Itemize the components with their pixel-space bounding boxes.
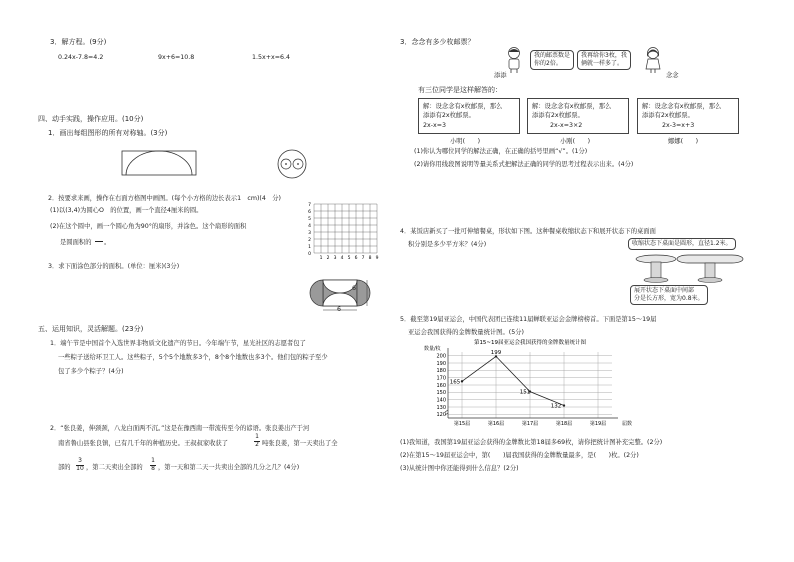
grid-x-label: 1 <box>319 256 323 261</box>
chart-y-tick: 120 <box>436 412 446 419</box>
r-q4-line2: 积分别是多少平方米？(4分) <box>408 241 487 248</box>
semicircle-rectangle-figure <box>120 148 200 178</box>
chart-x-tick: 第18届 <box>555 421 573 427</box>
speech-bubble-2: 我再给你3枚，我 俩就一样多了。 <box>577 50 631 70</box>
sec5-q2-line1: 2．“张良姜，伸颈颈，八龙白面两不沉。”这是在豫西南一带流传至今的谚语。张良姜出产于河 <box>50 425 310 432</box>
sec5-q1-line1: 1．端午节是中国首个入选世界非物质文化遗产的节日。今年端午节，星光社区的志愿者包了 <box>50 340 306 347</box>
choice-xiaogang[interactable]: 小刚( ) <box>560 138 591 145</box>
chart-x-tick: 第19届 <box>589 421 607 427</box>
note-collapsed: 收缩状态下桌面是圆形，直径1.2米。 <box>628 238 736 250</box>
grid-x-label: 4 <box>340 256 344 261</box>
choice-xiaoming[interactable]: 小明( ) <box>450 138 481 145</box>
chart-x-tick: 第15届 <box>453 421 471 427</box>
sec5-q2-line3-c: ，第一天和第二天一共卖出全部的几分之几？(4分) <box>158 464 300 471</box>
r-q3-intro: 有三位同学是这样解答的： <box>418 86 502 94</box>
answer-box-2: 解：设念念有x枚邮票，那么 添添有2x枚邮票。 2x-x=3×2 <box>527 98 629 134</box>
chart-data-label: 199 <box>490 349 502 356</box>
sec5-q2-line3-b: ，第二天卖出全部的 <box>86 464 143 471</box>
sec5-q1-line2: 一些粽子送给环卫工人。这些粽子，5个5个地数多3个，8个8个地数也多3个。他们包的粽子至少 <box>58 354 328 361</box>
sec4-q3: 3．求下面涂色部分的面积。(单位：厘米)(3分) <box>48 263 180 270</box>
fraction-half: 1 2 <box>255 433 259 448</box>
gold-medal-line-chart <box>420 338 640 428</box>
chart-data-label: 165 <box>449 379 461 386</box>
section-4-title: 四、动手实践，操作应用。(10分) <box>38 115 144 123</box>
grid-y-label: 3 <box>308 231 311 236</box>
chart-series-line <box>462 356 564 405</box>
r-q4-line1: 4．某饭店新买了一批可伸缩餐桌，形状如下图。这种餐桌收缩状态下和展开状态下的桌面面 <box>400 228 656 235</box>
equation-1: 0.24x-7.8=4.2 <box>58 54 104 61</box>
r-q3-title: 3．念念有多少枚邮票？ <box>400 38 475 46</box>
chart-data-label: 151 <box>519 389 531 396</box>
dim-right-6: 6 <box>352 285 357 292</box>
extended-table-figure <box>676 254 744 284</box>
grid-y-label: 6 <box>308 210 311 215</box>
chart-point <box>461 380 463 382</box>
answer-box-1: 解：设念念有x枚邮票，那么 添添有2x枚邮票。 2x-x=3 <box>418 98 520 134</box>
equation-2: 9x+6=10.8 <box>158 54 195 61</box>
chart-title: 第15~19届亚运会我国获得的金牌数量统计图 <box>473 340 587 346</box>
r-q5-line1: 5．截至第19届亚运会，中国代表团已连续11届蝉联亚运会金牌榜榜首。下面是第15～19届 <box>400 316 657 323</box>
grid-x-label: 2 <box>326 256 330 261</box>
r-q5-line2: 亚运会我国获得的金牌数量统计图。(5分) <box>408 329 524 336</box>
sec4-q2-line4-end: 。 <box>104 239 111 246</box>
q3-title: 3．解方程。(9分) <box>50 38 107 46</box>
r-q5-sub2: (2)在第15～19届亚运会中，第( )届我国获得的金牌数量最多，是( )枚。(2分) <box>400 452 639 459</box>
chart-x-tick: 第17届 <box>521 421 539 427</box>
grid-y-label: 2 <box>308 238 311 243</box>
grid-x-label: 6 <box>354 256 358 261</box>
chart-y-tick: 150 <box>436 390 446 397</box>
chart-y-tick: 140 <box>436 397 446 404</box>
chart-y-tick: 170 <box>436 375 446 382</box>
girl-name: 念念 <box>666 72 679 79</box>
chart-x-tick: 第16届 <box>487 421 505 427</box>
note-expanded: 展开状态下桌面中间部 分是长方形，宽为0.8米。 <box>630 285 708 305</box>
sec4-q2-line4: 是圆面积的 <box>60 239 92 246</box>
grid-y-label: 1 <box>308 245 311 250</box>
r-q3-sub2: (2)请你用线段图说明等量关系式把解法正确的同学的思考过程表示出来。(4分) <box>414 161 634 168</box>
grid-x-label: 8 <box>368 256 372 261</box>
chart-data-label: 132 <box>550 403 562 410</box>
section-5-title: 五、运用知识，灵活解题。(23分) <box>38 325 144 333</box>
grid-y-label: 7 <box>308 203 311 208</box>
chart-y-tick: 190 <box>436 360 446 367</box>
sec5-q2-line2: 南省鲁山县张良镇，已有几千年的种植历史。王叔叔家收获了 <box>58 440 229 447</box>
r-q5-sub1: (1)我知道，我国第19届亚运会获得的金牌数比第18届多69枚，请你把统计图补充完整。(2分) <box>400 439 663 446</box>
coordinate-grid[interactable] <box>306 193 379 263</box>
round-table-figure <box>632 254 680 284</box>
equation-3: 1.5x+x=6.4 <box>252 54 291 61</box>
sec5-q2-line2-end: 吨张良姜，第一天卖出了全 <box>262 440 338 447</box>
boy-name: 添添 <box>494 72 507 79</box>
fraction-three-tenths: 3 10 <box>76 457 84 472</box>
choice-nana[interactable]: 娜娜( ) <box>668 138 699 145</box>
grid-y-label: 0 <box>308 252 311 257</box>
blank-fraction[interactable] <box>95 235 103 248</box>
sec4-q2-line3: (2)在这个圆中，画一个圆心角为90°的扇形，并涂色。这个扇形的面积 <box>50 223 247 230</box>
chart-y-tick: 130 <box>436 404 446 411</box>
grid-x-label: 7 <box>361 256 365 261</box>
boy-figure <box>504 46 524 74</box>
sec4-q1: 1．画出每组图形的所有对称轴。(3分) <box>48 129 168 137</box>
grid-x-label: 5 <box>347 256 351 261</box>
chart-y-tick: 160 <box>436 382 446 389</box>
grid-x-label: 9 <box>375 256 379 261</box>
sec5-q1-line3: 包了多少个粽子？(4分) <box>58 368 124 375</box>
chart-ylabel: 数量/枚 <box>424 346 441 352</box>
chart-y-tick: 200 <box>436 353 446 360</box>
grid-x-label: 3 <box>333 256 337 261</box>
speech-bubble-1: 我的邮票数是 你的2倍。 <box>530 50 574 70</box>
grid-y-label: 4 <box>308 224 311 229</box>
r-q3-sub1: (1)你认为哪位同学的解法正确，在正确的括号里画“√”。(1分) <box>414 148 588 155</box>
circle-pair-figure <box>275 149 309 179</box>
girl-figure <box>643 46 663 74</box>
chart-y-tick: 180 <box>436 368 446 375</box>
grid-y-label: 5 <box>308 217 311 222</box>
sec5-q2-line3-a: 部的 <box>58 464 71 471</box>
sec4-q2-line2: (1)以(3,4)为圆心O 的位置，画一个直径4厘米的圆。 <box>50 207 203 214</box>
chart-point <box>563 404 565 406</box>
chart-xlabel: 届数 <box>622 421 633 427</box>
sec4-q2-line1: 2．按要求来画，操作在右面方格图中画图。(每个小方格的边长表示1 cm)(4 分) <box>48 195 281 202</box>
r-q5-sub3: (3)从统计图中你还能得到什么信息？(2分) <box>400 465 519 472</box>
dim-bottom-6: 6 <box>337 306 342 313</box>
fraction-one-eighth: 1 8 <box>151 457 155 472</box>
answer-box-3: 解：设念念有x枚邮票，那么 添添有2x枚邮票。 2x-3=x+3 <box>637 98 739 134</box>
